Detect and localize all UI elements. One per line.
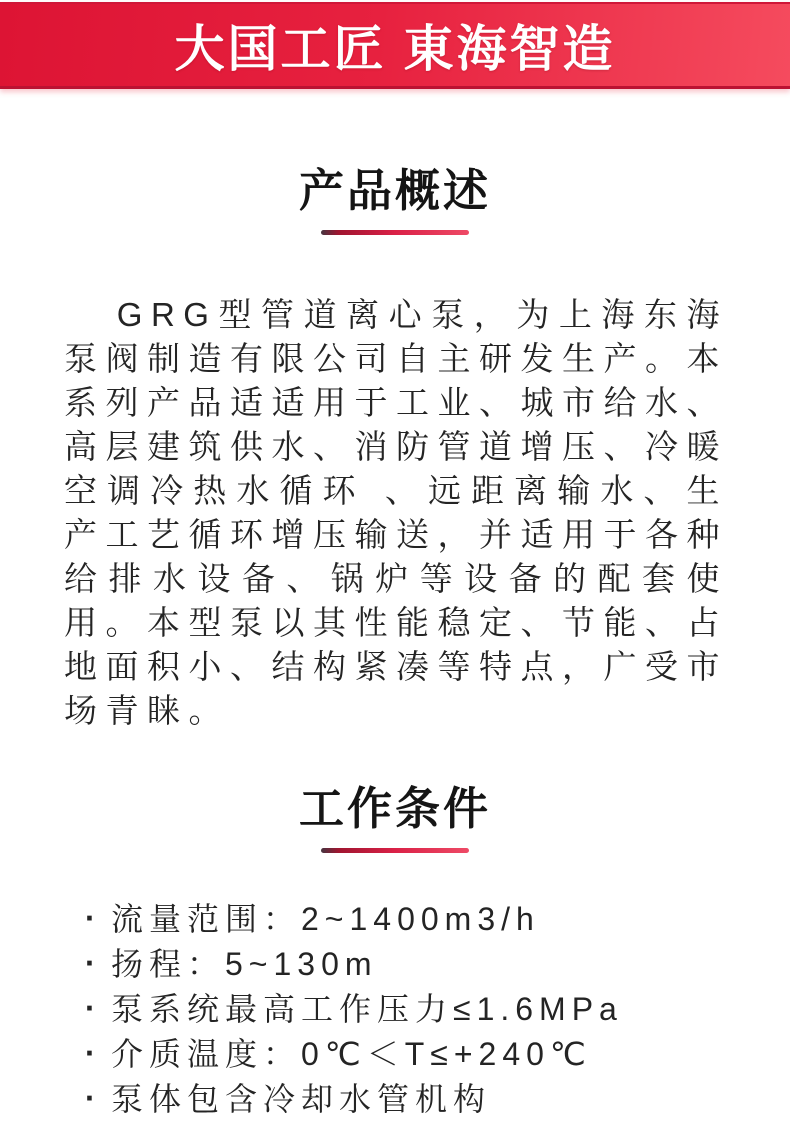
section-overview	[0, 165, 790, 733]
overview-section-title: 产品概述	[298, 165, 491, 216]
bullet-dot-icon: ·	[85, 944, 102, 981]
list-item-text: 泵体包含冷却水管机构	[111, 1080, 492, 1117]
list-item	[84, 987, 750, 1032]
list-item-text: 泵系统最高工作压力≤1.6MPa	[111, 990, 623, 1027]
working-conditions-section-title: 工作条件	[298, 782, 491, 834]
list-item-text: 介质温度：0℃＜T≤+240℃	[111, 1035, 592, 1072]
bullet-dot-icon: ·	[85, 1079, 102, 1116]
bullet-dot-icon: ·	[85, 899, 102, 936]
bullet-dot-icon: ·	[85, 1034, 102, 1071]
list-item-text: 流量范围：2~1400m3/h	[111, 900, 540, 937]
list-item	[84, 1032, 750, 1077]
working-conditions-list	[84, 897, 750, 1122]
list-item-text: 扬程：5~130m	[111, 945, 378, 982]
list-item	[84, 1077, 750, 1122]
list-item	[84, 942, 750, 987]
title-underline	[321, 230, 469, 235]
product-overview-paragraph: GRG型管道离心泵，为上海东海泵阀制造有限公司自主研发生产。本系列产品适适用于工业、城市给水、高层建筑供水、消防管道增压、冷暖空调冷热水循环 、远距离输水、生产工艺循环增压输送，并适用于各种给排水设备、锅炉等设备的配套使用。本型泵以其性能稳定、节能、占地面积小、结构紧凑等特点，广受市场青睐。	[64, 295, 728, 729]
section-working-conditions	[0, 783, 790, 1122]
list-item	[84, 897, 750, 942]
header-banner	[0, 2, 790, 89]
title-underline	[321, 848, 469, 853]
bullet-dot-icon: ·	[85, 989, 102, 1026]
banner-title: 大国工匠 東海智造	[174, 21, 616, 77]
